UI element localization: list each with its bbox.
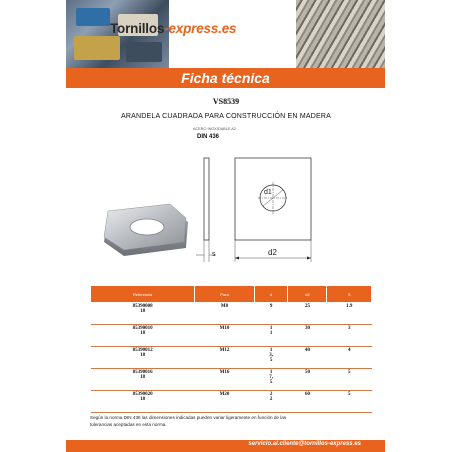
cell-para: M16: [195, 369, 255, 391]
cell-para: M10: [195, 325, 255, 347]
table-row: [91, 391, 372, 413]
ref-line: 18: [140, 375, 146, 380]
d-line: 5: [269, 358, 273, 363]
col-header-d: d: [254, 286, 288, 303]
logo-text-main: Tornillos: [110, 21, 165, 36]
dim-d1-label: d1: [264, 189, 272, 196]
note-line: Según la norma DIN 436 las dimensiones indicadas pueden variar ligeramente en función de las: [90, 415, 287, 420]
product-description: ARANDELA CUADRADA PARA CONSTRUCCIÓN EN MADERA: [121, 113, 331, 120]
cell-ref: [91, 303, 195, 325]
cell-para: M20: [195, 391, 255, 413]
d-line: 1: [269, 331, 273, 336]
d-line: 3,: [269, 353, 273, 358]
cell-d2: 30: [288, 325, 327, 347]
cell-d: [254, 325, 288, 347]
col-header-para: Para: [195, 286, 255, 303]
product-standard: DIN 436: [197, 134, 220, 140]
cell-s: 5: [327, 391, 372, 413]
cell-s: 1.9: [327, 303, 372, 325]
col-header-d2: d2: [288, 286, 327, 303]
ref-line: 18: [140, 309, 146, 314]
logo-text-accent: -express.es: [164, 21, 237, 36]
ref-line: 85390012: [132, 348, 153, 353]
table-row: [91, 347, 372, 369]
product-material: ACERO INOXIDABLE A2: [193, 127, 236, 131]
table-row: [91, 369, 372, 391]
note-line: tolerancias aceptadas en esta norma.: [90, 422, 167, 428]
d-line: 7,: [269, 375, 273, 380]
d-line: 2: [269, 392, 273, 397]
ref-line: 18: [140, 331, 146, 336]
d-line: 9: [269, 304, 273, 309]
dim-s-label: s: [212, 251, 216, 258]
ref-line: 18: [140, 397, 146, 402]
cell-d2: 50: [288, 369, 327, 391]
cell-d2: 60: [288, 391, 327, 413]
product-code: VS8539: [212, 97, 240, 106]
ref-line: 85390020: [132, 392, 153, 397]
footer-bar: [66, 440, 385, 452]
ref-line: 85390008: [132, 304, 153, 309]
ficha-title-bar: Ficha técnica: [66, 68, 385, 88]
table-row: [91, 303, 372, 325]
table-row: [91, 325, 372, 347]
washer-image: [104, 204, 188, 256]
cell-s: 4: [327, 347, 372, 369]
cell-ref: [91, 391, 195, 413]
spec-table: [90, 285, 372, 413]
footer-email-link[interactable]: servicio.al.cliente@tornillos-express.es: [248, 441, 361, 447]
table-header-row: [91, 286, 372, 303]
d-line: 5: [269, 380, 273, 385]
dim-d2-label: d2: [268, 248, 277, 257]
tolerance-note: [90, 414, 380, 428]
ref-line: 85390016: [132, 370, 153, 375]
cell-para: M8: [195, 303, 255, 325]
side-view: [196, 158, 216, 262]
cell-ref: [91, 325, 195, 347]
col-header-s: S: [327, 286, 372, 303]
cell-para: M12: [195, 347, 255, 369]
ref-line: 85390010: [132, 326, 153, 331]
d-line: 2: [269, 397, 273, 402]
cell-d: [254, 347, 288, 369]
col-header-referencia: Referencia: [91, 286, 195, 303]
cell-ref: [91, 369, 195, 391]
cell-d: [254, 391, 288, 413]
cell-d2: 40: [288, 347, 327, 369]
cell-s: 5: [327, 369, 372, 391]
front-view: [235, 158, 311, 262]
cell-s: 3: [327, 325, 372, 347]
d-line: 1: [269, 326, 273, 331]
cell-ref: [91, 347, 195, 369]
d-line: 1: [269, 370, 273, 375]
d-line: 1: [269, 348, 273, 353]
cell-d2: 25: [288, 303, 327, 325]
cell-d: [254, 303, 288, 325]
cell-d: [254, 369, 288, 391]
ref-line: 18: [140, 353, 146, 358]
